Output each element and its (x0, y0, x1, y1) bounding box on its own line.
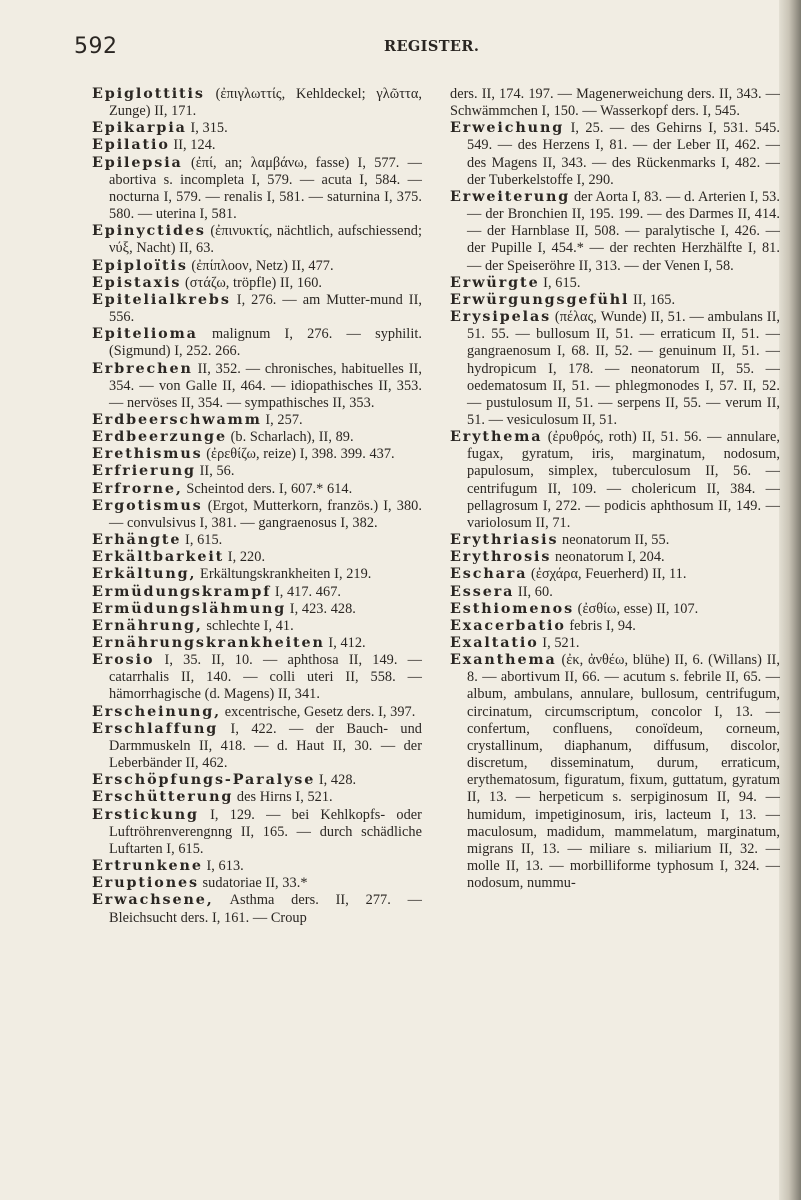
index-headword: Erbrechen (92, 360, 193, 377)
index-headword: Erfrierung (92, 463, 196, 480)
index-entry (92, 120, 422, 137)
index-headword: Erkältung, (92, 566, 197, 583)
index-entry-text: I, 412. (324, 635, 366, 651)
index-headword: Erschlaffung (92, 720, 219, 737)
index-headword: Erfrorne, (92, 480, 183, 497)
index-entry-text: des Hirns I, 521. (233, 789, 333, 806)
index-headword: Erythema (450, 429, 543, 446)
index-entry-text: I, 220. (224, 549, 266, 566)
index-entry (92, 549, 422, 566)
index-entry (92, 361, 422, 412)
index-entry-text: excentrische, Gesetz ders. I, 397. (221, 703, 416, 720)
index-entry (92, 86, 422, 120)
index-headword: Erschöpfungs-Paralyse (92, 772, 316, 789)
page-header (0, 0, 779, 60)
index-headword: Exaltatio (450, 635, 539, 651)
index-headword: Erweiterung (450, 188, 571, 205)
index-entry-text: II, 60. (514, 583, 553, 600)
index-headword: Erhängte (92, 532, 182, 549)
index-entry-text: (ἐπί, an; λαμβάνω, fasse) I, 577. — abortiva s. incompleta I, 579. — acuta I, 584. — nocturna I, 579. — renalis I, 581. — saturnina I, 375. 580. — uterina I, 581. (109, 154, 422, 223)
index-entry (450, 532, 780, 549)
index-entry-text: neonatorum II, 55. (558, 532, 670, 549)
index-headword: Epikarpia (92, 120, 187, 137)
index-entry-text: (b. Scharlach), II, 89. (226, 429, 354, 446)
index-entry (92, 601, 422, 618)
index-entry (450, 120, 780, 189)
index-entry-text: der Aorta I, 83. — d. Arterien I, 53. — der Bronchien II, 195. 199. — des Darmes II, 414. — der Harnblase II, 508. — paralytische I, 426. — der Pupille I, 454.* — der rechten Herzhälfte I, 81. — der Speiseröhre II, 313. — der Venen I, 58. (467, 188, 780, 274)
index-entry-text: (ἐσχάρα, Feuerherd) II, 11. (527, 566, 687, 583)
index-headword: Erysipelas (450, 309, 552, 326)
index-headword: Exacerbatio (450, 617, 566, 634)
index-entry (92, 704, 422, 721)
index-headword: Eschara (450, 566, 528, 583)
index-entry-text: (ἐπινυκτίς, nächtlich, aufschiessend; νύξ, Nacht) II, 63. (109, 223, 422, 257)
index-entry-text: (ἐσθίω, esse) II, 107. (574, 600, 699, 617)
index-entry-text: neonatorum I, 204. (551, 549, 665, 566)
index-entry-text: II, 124. (169, 137, 216, 154)
index-entry-text: (Ergot, Mutterkorn, französ.) I, 380. — convulsivus I, 381. — gangraenosus I, 382. (109, 497, 422, 531)
index-entry (92, 292, 422, 326)
index-headword: Epistaxis (92, 274, 182, 291)
index-headword: Erythriasis (450, 532, 559, 549)
index-entry-text: (ἐπίπλοον, Netz) II, 477. (187, 257, 334, 274)
index-entry-text: I, 428. (315, 772, 357, 789)
index-headword: Erschütterung (92, 789, 234, 806)
index-headword: Esthiomenos (450, 600, 575, 617)
index-entry (92, 875, 422, 892)
index-headword: Epiglottitis (92, 86, 205, 102)
index-entry (450, 618, 780, 635)
index-entry-text: I, 315. (186, 120, 228, 137)
index-entry (450, 584, 780, 601)
index-entry (450, 652, 780, 892)
index-headword: Ermüdungskrampf (92, 583, 272, 600)
index-entry (92, 429, 422, 446)
index-entry-text: (ἐρυθρός, roth) II, 51. 56. — annulare, fugax, gyratum, iris, marginatum, nodosum, papulosum, simplex, tuberculosum II, 56. — centrifugum II, 109. — cholericum II, 384. — pellagrosum I, 272. — podicis aphthosum II, 149. — variolosum II, 71. (467, 429, 780, 531)
index-entry-text: febris I, 94. (565, 617, 636, 634)
index-entry (450, 566, 780, 583)
index-headword: Epitelialkrebs (92, 291, 231, 308)
index-headword: Erwürgte (450, 274, 540, 291)
index-entry (92, 772, 422, 789)
index-entry-text: I, 417. 467. (271, 583, 342, 600)
index-entry (92, 412, 422, 429)
index-entry-text: I, 25. — des Gehirns I, 531. 545. 549. — des Herzens I, 81. — der Leber II, 462. — des Magens II, 343. — des Rückenmarks I, 482. — der Tuberkelstoffe I, 290. (467, 120, 780, 188)
index-headword: Ergotismus (92, 497, 203, 514)
index-entry (450, 429, 780, 532)
index-headword: Eruptiones (92, 875, 199, 892)
index-headword: Erethismus (92, 446, 203, 463)
index-headword: Ernährung, (92, 617, 203, 634)
index-entry-text: (στάζω, tröpfle) II, 160. (181, 274, 323, 291)
index-headword: Exanthema (450, 652, 557, 669)
index-entry (92, 652, 422, 703)
index-entry-text: II, 56. (195, 463, 235, 480)
index-entry (92, 858, 422, 875)
index-entry-text: (ἐρεθίζω, reize) I, 398. 399. 437. (202, 446, 395, 463)
index-entry (92, 155, 422, 224)
index-headword: Erstickung (92, 806, 199, 823)
index-column-right (450, 86, 780, 892)
index-headword: Epinyctides (92, 223, 206, 240)
index-entry-text: sudatoriae II, 33.* (198, 875, 308, 892)
index-entry-text: I, 615. (181, 532, 223, 549)
index-headword: Erwürgungsgefühl (450, 291, 630, 308)
index-entry-text: I, 422. — der Bauch- und Darmmuskeln II, 418. — d. Haut II, 30. — der Leberbänder II, 462. (109, 720, 422, 772)
index-entry (92, 635, 422, 652)
index-entry-text: I, 423. 428. (286, 600, 356, 617)
index-entry-text: I, 615. (539, 274, 581, 291)
index-headword: Erythrosis (450, 549, 552, 566)
index-entry-text: schlechte I, 41. (202, 617, 294, 634)
index-headword: Erwachsene, (92, 892, 214, 909)
index-headword: Ermüdungslähmung (92, 600, 287, 617)
index-entry (92, 532, 422, 549)
index-entry (92, 618, 422, 635)
index-entry (92, 481, 422, 498)
index-entry (92, 498, 422, 532)
index-entry-text: I, 257. (261, 411, 303, 428)
index-entry-text: I, 521. (538, 635, 580, 651)
index-headword: Epitelioma (92, 326, 198, 343)
index-entry (450, 309, 780, 429)
index-entry-text: Erkältungskrankheiten I, 219. (196, 566, 372, 583)
index-entry (92, 463, 422, 480)
index-entry-text: II, 165. (629, 291, 676, 308)
index-entry (92, 566, 422, 583)
index-headword: Ernährungskrankheiten (92, 635, 325, 651)
index-entry-text: Scheintod ders. I, 607.* 614. (182, 480, 353, 497)
index-entry-text: I, 129. — bei Kehlkopfs- oder Luftröhrenverengnng II, 165. — durch schädliche Luftarten I, 615. (109, 806, 422, 857)
index-entry-text: malignum I, 276. — syphilit. (Sigmund) I, 252. 266. (109, 326, 422, 360)
index-headword: Epilepsia (92, 154, 183, 171)
index-headword: Epilatio (92, 137, 170, 154)
index-entry (450, 86, 780, 120)
index-entry-text: I, 276. — am Mutter-mund II, 556. (109, 291, 422, 326)
page-number: 592 (74, 34, 118, 59)
index-headword: Erweichung (450, 120, 565, 137)
index-entry (450, 635, 780, 652)
index-entry (92, 446, 422, 463)
index-headword: Erdbeerzunge (92, 429, 227, 446)
index-entry (92, 584, 422, 601)
index-entry (450, 275, 780, 292)
index-entry (92, 137, 422, 154)
index-entry (92, 807, 422, 858)
index-headword: Erosio (92, 652, 155, 669)
index-entry (92, 892, 422, 926)
index-entry (92, 275, 422, 292)
index-entry (92, 721, 422, 772)
index-headword: Erkältbarkeit (92, 549, 225, 566)
index-entry-text: I, 613. (202, 858, 244, 875)
index-entry-text: ders. II, 174. 197. — Magenerweichung ders. II, 343. — Schwämmchen I, 150. — Wasserkopf ders. I, 545. (450, 86, 780, 120)
index-entry (450, 189, 780, 275)
index-headword: Essera (450, 583, 515, 600)
index-entry-text: (πέλας, Wunde) II, 51. — ambulans II, 51. 55. — bullosum II, 51. — erraticum II, 51. — gangraenosum I, 68. II, 52. — genuinum II, 51. — hydropicum I, 178. — neonatorum II, 55. — oedematosum II, 51. — phlegmonodes I, 57. II, 52. — pustulosum II, 51. — serpens II, 55. — verum II, 51. — vesiculosum II, 51. (467, 309, 780, 428)
index-entry (92, 223, 422, 257)
index-entry-text: II, 352. — chronisches, habituelles II, 354. — von Galle II, 464. — idiopathisches II, 353. — nervöses II, 354. — sympathisches II, 353. (109, 360, 422, 411)
running-title: REGISTER. (384, 38, 480, 55)
index-entry (450, 601, 780, 618)
page-edge-shadow (779, 0, 801, 1200)
index-entry-text: I, 35. II, 10. — aphthosa II, 149. — catarrhalis II, 140. — colli uteri II, 558. — hämorrhagische (d. Magens) II, 341. (109, 652, 422, 703)
index-entry (450, 549, 780, 566)
index-entry (92, 326, 422, 360)
index-headword: Erdbeerschwamm (92, 411, 262, 428)
index-headword: Erscheinung, (92, 703, 222, 720)
index-entry (92, 258, 422, 275)
index-column-left (92, 86, 422, 927)
index-headword: Epiploïtis (92, 257, 188, 274)
index-headword: Ertrunkene (92, 858, 203, 875)
index-entry-text: (ἐκ, ἀνθέω, blühe) II, 6. (Willans) II, 8. — abortivum II, 66. — acutum s. febrile II, 65. — album, ambulans, annulare, bullosum, centrifugum, circinatum, circumscriptum, concolor I, 13. — confertum, confluens, conoïdeum, corneum, crystallinum, diaphanum, diffusum, discolor, discretum, disseminatum, durum, erraticum, erythematosum, figuratum, fixum, guttatum, gyratum II, 13. — herpeticum s. serpiginosum II, 94. — humidum, impetiginosum, iris, lacteum I, 13. — maculosum, madidum, mammelatum, marginatum, migrans II, 13. — miliare s. miliarium II, 32. — molle II, 13. — morbilliforme typhosum I, 324. — nodosum, nummu- (467, 652, 780, 892)
index-entry (450, 292, 780, 309)
index-entry (92, 789, 422, 806)
index-entry-text: Asthma ders. II, 277. — Bleichsucht ders. I, 161. — Croup (109, 892, 422, 926)
index-entry-text: (ἐπιγλωττίς, Kehldeckel; γλῶττα, Zunge) II, 171. (109, 86, 422, 120)
